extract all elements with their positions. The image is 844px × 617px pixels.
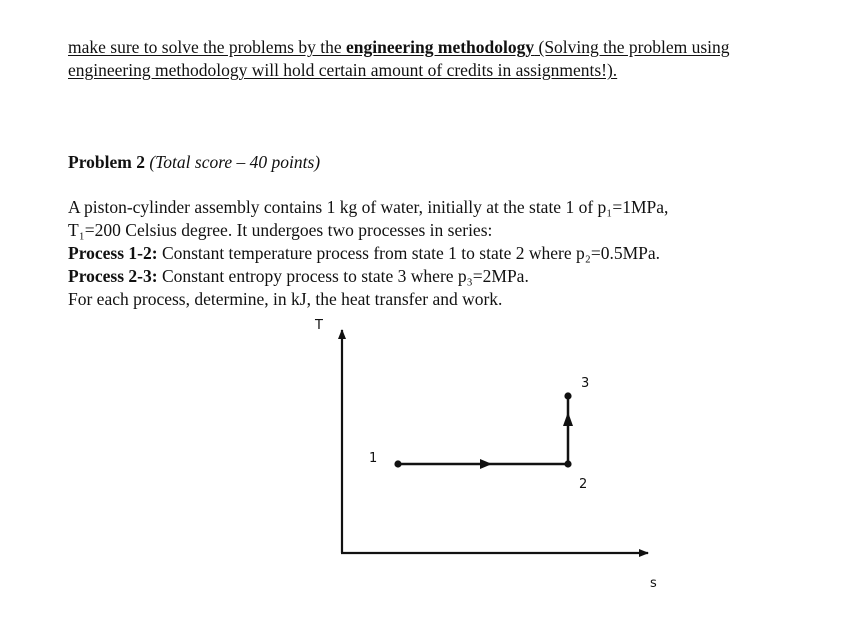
intro-note [68, 36, 798, 82]
process-2-label: Process 2-3: [68, 266, 158, 286]
process-2-3-arrow [563, 412, 573, 426]
statement-line-2: T₁=200 Celsius degree. It undergoes two processes in series: [68, 220, 493, 240]
process-1-line [68, 242, 798, 265]
t-s-diagram [300, 310, 670, 600]
problem-heading [68, 151, 320, 173]
state-1-label: 1 [369, 451, 378, 466]
intro-text-part2: (Solving the problem using engineering methodology will hold certain amount of credits in assignments!). [68, 37, 730, 80]
closing-line: For each process, determine, in kJ, the heat transfer and work. [68, 289, 503, 309]
process-2-line [68, 265, 798, 288]
process-1-label: Process 1-2: [68, 243, 158, 263]
state-1-point [394, 460, 401, 467]
x-axis-label: s [650, 576, 657, 591]
state-3-label: 3 [581, 376, 590, 391]
process-1-2-arrow [480, 459, 492, 469]
problem-score: (Total score – 40 points) [149, 152, 321, 172]
state-2-label: 2 [579, 477, 588, 492]
statement-line-1: A piston-cylinder assembly contains 1 kg of water, initially at the state 1 of p₁=1MPa, [68, 197, 669, 217]
process-1-text: Constant temperature process from state 1 to state 2 where p₂=0.5MPa. [157, 243, 661, 263]
problem-statement [68, 196, 798, 311]
process-2-text: Constant entropy process to state 3 where p₃=2MPa. [157, 266, 529, 286]
y-axis-label: T [315, 318, 323, 333]
intro-text-part1: make sure to solve the problems by the [68, 37, 346, 57]
state-3-point [564, 392, 571, 399]
intro-bold-phrase: engineering methodology [346, 37, 535, 57]
problem-title: Problem 2 [68, 152, 145, 172]
state-2-point [564, 460, 571, 467]
